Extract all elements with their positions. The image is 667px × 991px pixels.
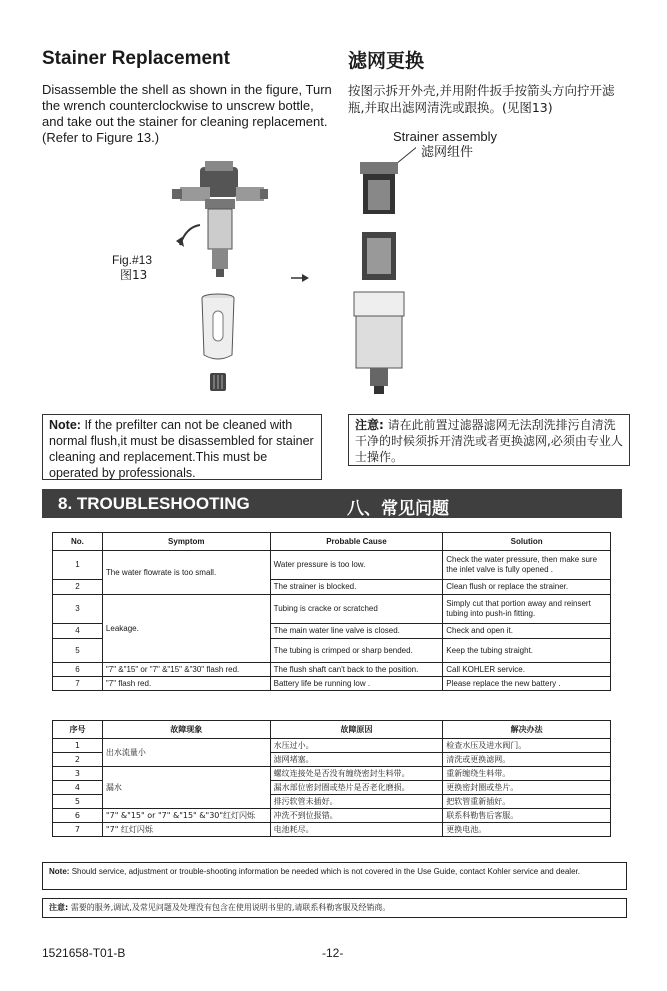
- table-row: 5 The tubing is crimped or sharp bended. Keep the tubing straight.: [53, 639, 611, 663]
- document-number: 1521658-T01-B: [42, 946, 126, 960]
- strainer-exploded-illustration: [346, 140, 416, 400]
- table-row: 7 "7" 红灯闪烁 电池耗尽。 更换电池。: [53, 823, 611, 837]
- service-note-cn-label: 注意:: [49, 903, 69, 912]
- service-note-en-text: Should service, adjustment or trouble-shooting information be needed which is not covered in the Use Guide, contact Kohler service and dealer.: [71, 867, 580, 876]
- page-number: -12-: [322, 946, 344, 960]
- col-header: 序号: [53, 721, 103, 739]
- table-row: 3 漏水 螺纹连接处是否没有缠绕密封生料带。 重新缠绕生料带。: [53, 767, 611, 781]
- figure-label-cn: 图13: [120, 268, 148, 282]
- troubleshooting-header: [42, 489, 622, 518]
- symptom-cell: The water flowrate is too small.: [102, 551, 270, 595]
- section-title-en: Stainer Replacement: [42, 48, 230, 69]
- instructions-cn: 按图示拆开外壳,并用附件扳手按箭头方向拧开滤瓶,并取出滤网清洗或跟换。(见图13): [348, 83, 615, 115]
- troubleshooting-title-en: 8. TROUBLESHOOTING: [58, 494, 250, 513]
- service-note-en: [42, 862, 627, 890]
- assembly-label-en: Strainer assembly: [393, 129, 498, 144]
- arrow-icon: [290, 272, 310, 284]
- symptom-cell: "7" &"15" or "7" &"15" &"30" flash red.: [102, 663, 270, 677]
- table-row: 2 滤网堵塞。 清洗或更换滤网。: [53, 753, 611, 767]
- col-header: No.: [53, 533, 103, 551]
- service-note-en-label: Note:: [49, 867, 70, 876]
- table-row: 2 The strainer is blocked. Clean flush or replace the strainer.: [53, 580, 611, 595]
- note-cn-label: 注意:: [355, 418, 384, 432]
- filter-assembly-illustration: [150, 155, 270, 280]
- table-row: 1 The water flowrate is too small. Water pressure is too low. Check the water pressure, then make sure the inlet valve is fully opened .: [53, 551, 611, 580]
- assembly-label-cn: 滤网组件: [421, 145, 474, 160]
- filter-bowl-illustration: [200, 293, 236, 363]
- symptom-cell: "7" 红灯闪烁: [102, 823, 270, 837]
- table-row: 6 "7" &"15" or "7" &"15" &"30" flash red. The flush shaft can't back to the position. Call KOHLER service.: [53, 663, 611, 677]
- nozzle-part-illustration: [208, 373, 228, 391]
- note-cn-text: 请在此前置过滤器滤网无法刮洗排污自清洗干净的时候须拆开清洗或者更换滤网,必须由专业人士操作。: [355, 418, 623, 464]
- section-title-cn: 滤网更换: [348, 50, 425, 72]
- col-header: 解决办法: [443, 721, 611, 739]
- service-note-cn: [42, 898, 627, 918]
- table-row: 5 排污软管未插好。 把软管重新插好。: [53, 795, 611, 809]
- table-row: 7 "7" flash red. Battery life be running low . Please replace the new battery .: [53, 677, 611, 691]
- troubleshooting-table-en: [52, 532, 611, 691]
- table-row: 6 "7" &"15" or "7" &"15" &"30"红灯闪烁 冲洗不到位报错。 联系科勒售后客服。: [53, 809, 611, 823]
- instructions-en: Disassemble the shell as shown in the figure, Turn the wrench counterclockwise to unscrew bottle, and take out the stainer for cleaning replacement.(Refer to Figure 13.): [42, 82, 332, 145]
- note-en: [42, 414, 322, 480]
- col-header: Solution: [443, 533, 611, 551]
- note-en-label: Note:: [49, 418, 81, 432]
- troubleshooting-table-cn: [52, 720, 611, 837]
- troubleshooting-title-cn: 八、常见问题: [347, 499, 449, 519]
- col-header: 故障原因: [270, 721, 443, 739]
- table-row: 1 出水流量小 水压过小。 检查水压及进水阀门。: [53, 739, 611, 753]
- symptom-cell: 出水流量小: [102, 739, 270, 767]
- col-header: Symptom: [102, 533, 270, 551]
- col-header: Probable Cause: [270, 533, 443, 551]
- symptom-cell: Leakage.: [102, 595, 270, 663]
- note-en-text: If the prefilter can not be cleaned with normal flush,it must be disassembled for stainer cleaning and replacement.This must be operated by professionals.: [49, 418, 314, 480]
- service-note-cn-text: 需要的服务,调试,及常见问题及处理没有包含在使用说明书里的,请联系科勒客服及经销商。: [70, 903, 391, 912]
- col-header: 故障现象: [102, 721, 270, 739]
- figure-label-en: Fig.#13: [112, 253, 153, 267]
- symptom-cell: "7" &"15" or "7" &"15" &"30"红灯闪烁: [102, 809, 270, 823]
- table-row: 3 Leakage. Tubing is cracke or scratched Simply cut that portion away and reinsert tubing into push-in fitting.: [53, 595, 611, 624]
- symptom-cell: "7" flash red.: [102, 677, 270, 691]
- symptom-cell: 漏水: [102, 767, 270, 809]
- table-row: 4 The main water line valve is closed. Check and open it.: [53, 624, 611, 639]
- note-cn: [348, 414, 630, 466]
- table-row: 4 漏水部位密封圈或垫片是否老化磨损。 更换密封圈或垫片。: [53, 781, 611, 795]
